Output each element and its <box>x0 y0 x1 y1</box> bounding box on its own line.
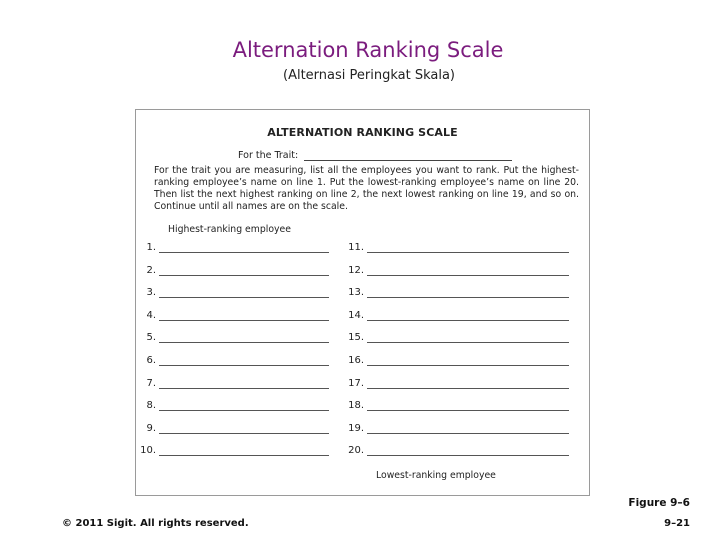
ranking-number: 20. <box>348 445 364 457</box>
ranking-number: 11. <box>348 242 364 253</box>
trait-label: For the Trait: <box>238 150 299 161</box>
ranking-number: 18. <box>348 400 364 412</box>
ranking-number: 12. <box>348 264 364 276</box>
trait-row <box>238 150 512 161</box>
slide-subtitle: (Alternasi Peringkat Skala) <box>283 68 455 83</box>
ranking-number: 2. <box>146 264 156 276</box>
trait-line <box>304 150 512 161</box>
page-number: 9–21 <box>664 518 690 529</box>
ranking-line-4 <box>142 310 329 321</box>
ranking-number: 16. <box>348 355 364 366</box>
ranking-number: 6. <box>146 355 156 366</box>
ranking-blank-line <box>367 400 569 411</box>
ranking-number: 17. <box>348 377 364 389</box>
ranking-blank-line <box>159 378 329 389</box>
lowest-ranking-label: Lowest-ranking employee <box>376 470 496 481</box>
ranking-blank-line <box>367 310 569 321</box>
ranking-blank-line <box>159 287 329 298</box>
ranking-line-11 <box>342 242 569 253</box>
ranking-line-13 <box>342 287 569 298</box>
ranking-number: 7. <box>146 377 156 389</box>
ranking-number: 15. <box>348 332 364 344</box>
ranking-number: 4. <box>146 309 156 321</box>
ranking-line-8 <box>142 400 329 411</box>
ranking-number: 10. <box>140 445 156 457</box>
ranking-number: 19. <box>348 422 364 434</box>
ranking-line-6 <box>142 355 329 366</box>
ranking-blank-line <box>367 287 569 298</box>
ranking-blank-line <box>159 400 329 411</box>
ranking-line-1 <box>142 242 329 253</box>
ranking-number: 14. <box>348 309 364 321</box>
ranking-number: 13. <box>348 287 364 299</box>
ranking-blank-line <box>367 423 569 434</box>
ranking-line-20 <box>342 445 569 456</box>
ranking-blank-line <box>159 423 329 434</box>
ranking-line-17 <box>342 378 569 389</box>
ranking-line-12 <box>342 265 569 276</box>
ranking-line-16 <box>342 355 569 366</box>
figure-caption: Figure 9–6 <box>628 497 690 509</box>
ranking-line-18 <box>342 400 569 411</box>
ranking-blank-line <box>159 310 329 321</box>
ranking-blank-line <box>159 355 329 366</box>
ranking-blank-line <box>159 265 329 276</box>
ranking-line-2 <box>142 265 329 276</box>
ranking-line-5 <box>142 332 329 343</box>
ranking-blank-line <box>159 242 329 253</box>
ranking-blank-line <box>367 265 569 276</box>
ranking-line-19 <box>342 423 569 434</box>
ranking-blank-line <box>367 332 569 343</box>
ranking-line-14 <box>342 310 569 321</box>
ranking-number: 5. <box>146 332 156 344</box>
ranking-blank-line <box>159 332 329 343</box>
ranking-line-9 <box>142 423 329 434</box>
slide-title: Alternation Ranking Scale <box>232 38 504 62</box>
ranking-blank-line <box>367 378 569 389</box>
ranking-number: 9. <box>146 422 156 434</box>
ranking-blank-line <box>159 445 329 456</box>
ranking-line-15 <box>342 332 569 343</box>
ranking-line-7 <box>142 378 329 389</box>
ranking-blank-line <box>367 242 569 253</box>
ranking-blank-line <box>367 355 569 366</box>
ranking-line-3 <box>142 287 329 298</box>
ranking-blank-line <box>367 445 569 456</box>
ranking-number: 8. <box>146 400 156 412</box>
highest-ranking-label: Highest-ranking employee <box>168 224 291 235</box>
ranking-number: 3. <box>146 287 156 299</box>
ranking-form-figure <box>135 109 590 496</box>
form-title: ALTERNATION RANKING SCALE <box>267 126 458 139</box>
ranking-line-10 <box>136 445 329 456</box>
form-instructions: For the trait you are measuring, list all the employees you want to rank. Put the highest-ranking employee’s name on line 1. Put the lowest-ranking employee’s name on line 20. Then list the next highest ranking on line 2, the next lowest ranking on line 19, and so on. Continue until all names are on the scale. <box>154 165 579 213</box>
copyright-notice: © 2011 Sigit. All rights reserved. <box>62 518 249 529</box>
ranking-number: 1. <box>146 242 156 253</box>
